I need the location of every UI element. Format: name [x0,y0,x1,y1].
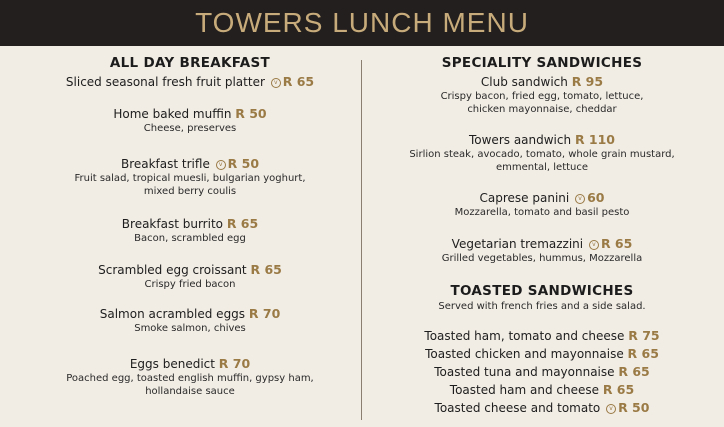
item-line [40,356,340,372]
item-price: R 65 [618,364,650,379]
item-description: Poached egg, toasted english muffin, gypsy ham, [66,373,314,384]
item-name: Toasted ham and cheese [449,383,599,397]
item-price: R 65 [226,216,259,231]
item-name: Club sandwich [480,75,568,89]
menu-item [40,262,340,291]
item-price: R 75 [628,328,660,343]
menu-item [382,74,702,116]
menu-item [40,106,340,135]
item-name: Salmon acrambled eggs [99,307,246,321]
menu-item [40,356,340,398]
vegetarian-icon: v [271,78,281,88]
item-price: R 110 [574,132,616,147]
item-description: Cheese, preserves [143,123,237,134]
menu-item [40,156,340,198]
menu-item [382,400,702,416]
toasted-section [382,282,702,313]
item-name: Toasted tuna and mayonnaise [434,365,615,379]
item-line [382,382,702,398]
item-price: 60 [587,190,605,205]
menu-item [382,328,702,344]
item-line [382,236,702,252]
item-name: Eggs benedict [129,357,215,371]
item-line [382,364,702,380]
menu-item [382,236,702,265]
item-price: R 65 [250,262,282,277]
item-name: Towers aandwich [468,133,572,147]
sandwiches-title: SPECIALITY SANDWICHES [441,55,643,71]
item-name: Vegetarian tremazzini [451,237,584,251]
item-line [382,132,702,148]
item-name: Toasted chicken and mayonnaise [425,347,624,361]
vegetarian-icon: v [589,240,599,250]
item-description: Crispy bacon, fried egg, tomato, lettuce, [440,91,644,102]
menu-item [382,132,702,174]
vegetarian-icon: v [216,160,226,170]
item-line [40,156,340,172]
item-line [40,106,340,122]
item-description: Fruit salad, tropical muesli, bulgarian yoghurt, [74,173,306,184]
item-line [382,190,702,206]
item-line [382,74,702,90]
menu-item [40,216,340,245]
item-description: mixed berry coulis [143,186,237,197]
vegetarian-icon: v [575,194,585,204]
item-price: R 65 [282,74,315,89]
menu-item [382,346,702,362]
item-name: Home baked muffin [113,107,232,121]
item-description: Sirlion steak, avocado, tomato, whole grain mustard, [409,149,675,160]
item-name: Toasted ham, tomato and cheese [424,329,625,343]
menu-item [382,364,702,380]
item-description: hollandaise sauce [145,386,235,397]
item-price: R 65 [602,382,635,397]
sandwich-column [382,54,702,414]
item-price: R 50 [235,106,267,121]
vegetarian-icon: v [606,404,616,414]
item-price: R 70 [248,306,281,321]
item-price: R 65 [627,346,659,361]
item-description: Mozzarella, tomato and basil pesto [454,207,630,218]
item-price: R 65 [600,236,633,251]
item-description: Smoke salmon, chives [134,323,246,334]
item-description: Crispy fried bacon [144,279,236,290]
menu-header [0,0,724,46]
item-description: emmental, lettuce [495,162,589,173]
item-name: Caprese panini [479,191,570,205]
item-price: R 70 [218,356,251,371]
item-price: R 50 [618,400,650,415]
toasted-title: TOASTED SANDWICHES [450,283,634,299]
item-description: chicken mayonnaise, cheddar [467,104,617,115]
item-name: Sliced seasonal fresh fruit platter [65,75,265,89]
item-line [382,400,702,416]
column-divider [361,60,362,420]
item-line [40,74,340,90]
item-description: Grilled vegetables, hummus, Mozzarella [441,253,643,264]
menu-title: TOWERS LUNCH MENU [195,7,529,38]
item-line [40,262,340,278]
menu-item [40,74,340,90]
item-description: Bacon, scrambled egg [134,233,246,244]
item-name: Scrambled egg croissant [98,263,247,277]
item-line [382,346,702,362]
item-price: R 95 [571,74,604,89]
menu-item [40,306,340,335]
item-name: Toasted cheese and tomato [434,401,601,415]
item-name: Breakfast burrito [121,217,223,231]
breakfast-column [40,54,340,414]
item-line [382,328,702,344]
menu-item [382,190,702,219]
item-name: Breakfast trifle [120,157,210,171]
item-line [40,216,340,232]
item-line [40,306,340,322]
toasted-subtitle: Served with french fries and a side salad. [438,301,646,312]
breakfast-title: ALL DAY BREAKFAST [109,55,271,71]
item-price: R 50 [227,156,260,171]
menu-item [382,382,702,398]
